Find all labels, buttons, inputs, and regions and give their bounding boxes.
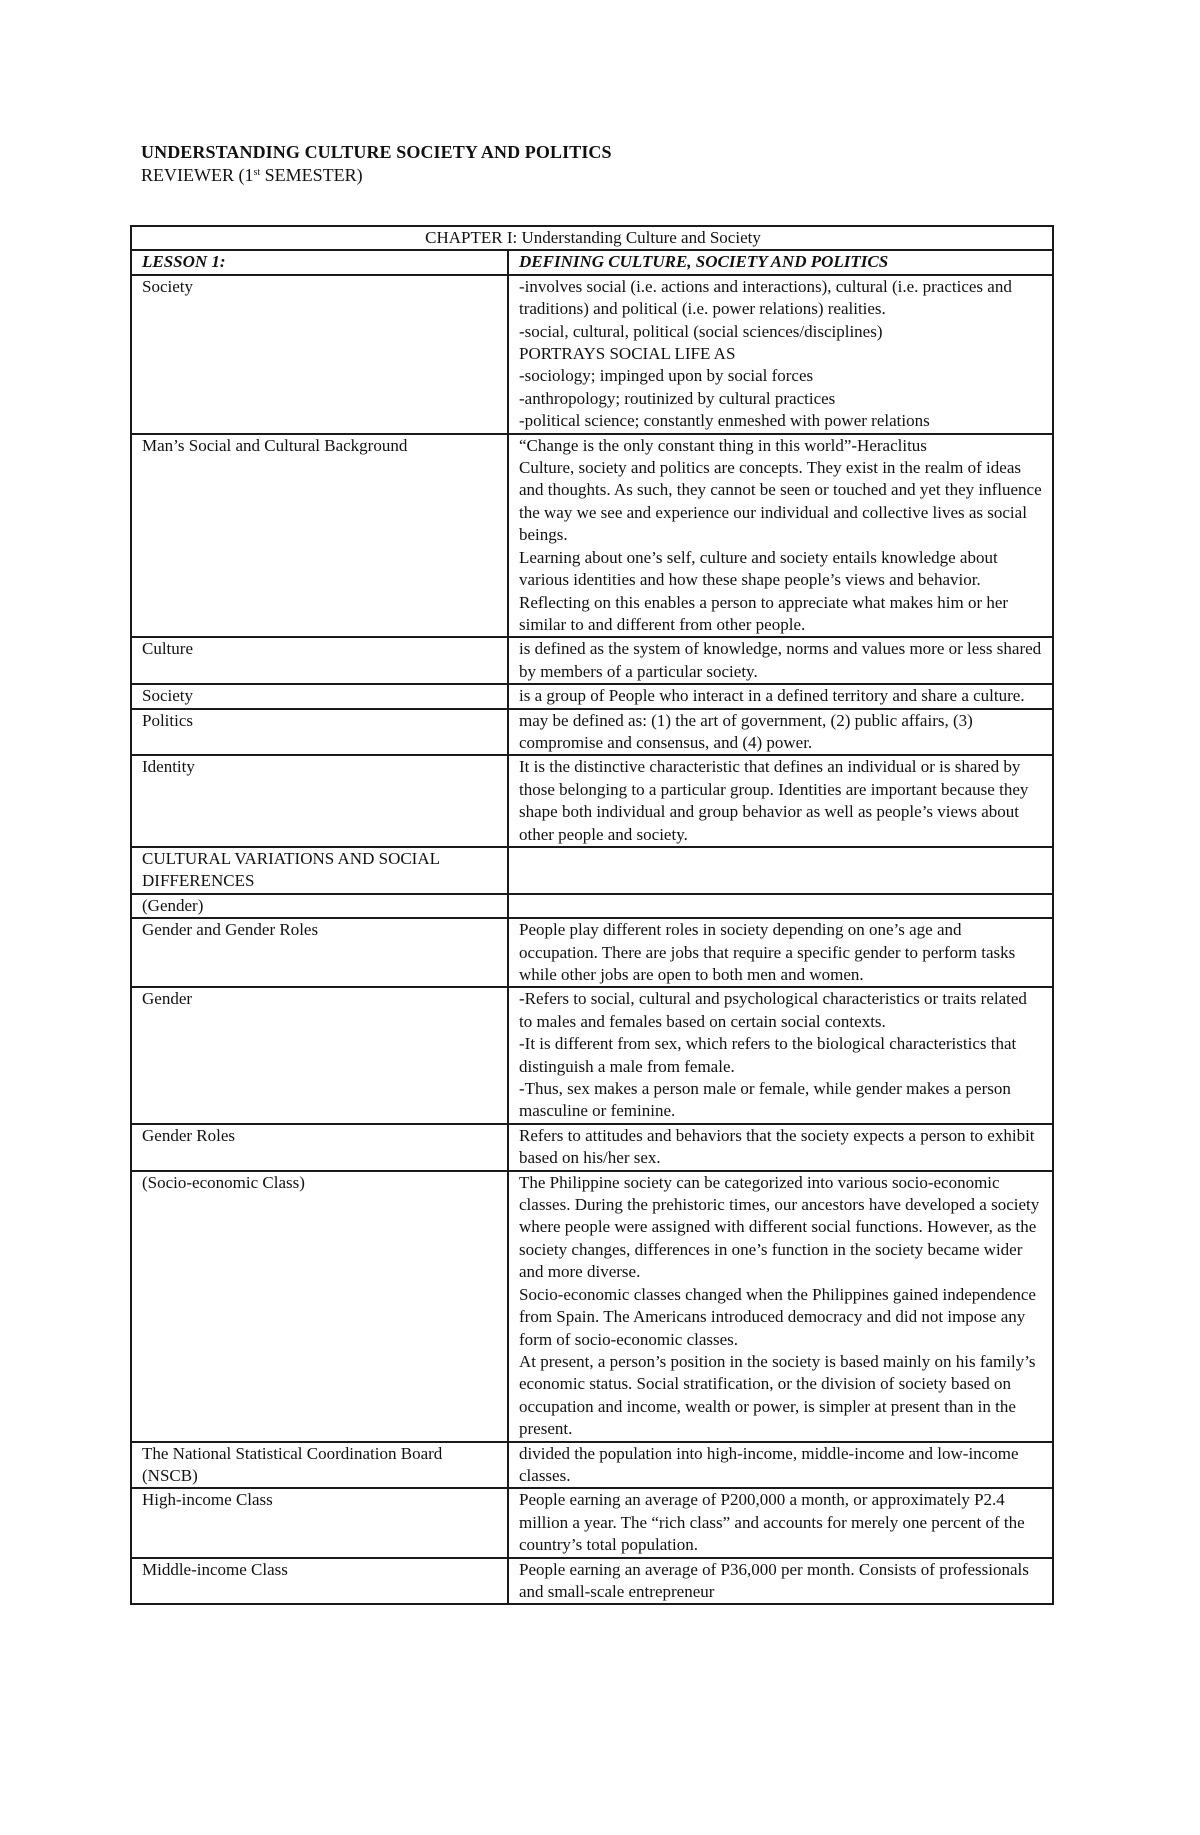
table-row: [131, 987, 1053, 1123]
definition-text: Learning about one’s self, culture and society entails knowledge about various identities and how these shape people’s views and behavior. Reflecting on this enables a person to appreciate what makes him or her similar to and different from other people.: [519, 547, 1009, 634]
lesson-title: DEFINING CULTURE, SOCIETY AND POLITICS: [508, 250, 1053, 274]
definition-cell: [508, 434, 1053, 638]
term-text: Man’s Social and Cultural Background: [142, 435, 408, 455]
definition-cell: [508, 1124, 1053, 1171]
lesson-row: [131, 250, 1053, 274]
chapter-row: [131, 226, 1053, 250]
table-row: [131, 847, 1053, 894]
table-row: [131, 1442, 1053, 1489]
term-cell: [131, 684, 508, 708]
definition-text: -sociology; impinged upon by social forces: [519, 366, 814, 386]
chapter-heading: CHAPTER I: Understanding Culture and Society: [131, 226, 1053, 250]
definition-text: -Refers to social, cultural and psychological characteristics or traits related to males and females based on certain social contexts.: [519, 989, 1027, 1031]
table-row: [131, 709, 1053, 756]
definition-cell: [508, 987, 1053, 1123]
term-text: Gender and Gender Roles: [142, 920, 319, 940]
table-row: [131, 684, 1053, 708]
subtitle-suffix: SEMESTER): [260, 165, 363, 185]
definition-cell: [508, 894, 1053, 918]
document-title: UNDERSTANDING CULTURE SOCIETY AND POLITICS: [141, 142, 612, 162]
table-row: [131, 637, 1053, 684]
table-row: [131, 918, 1053, 987]
term-text: Politics: [142, 710, 194, 730]
term-cell: [131, 894, 508, 918]
definition-text: -anthropology; routinized by cultural practices: [519, 388, 836, 408]
term-cell: [131, 1488, 508, 1557]
definition-text: may be defined as: (1) the art of government, (2) public affairs, (3) compromise and consensus, and (4) power.: [519, 710, 973, 752]
term-text: High-income Class: [142, 1490, 273, 1510]
table-row: [131, 434, 1053, 638]
definition-cell: [508, 1558, 1053, 1605]
definition-cell: [508, 847, 1053, 894]
table-row: [131, 1124, 1053, 1171]
definition-text: People earning an average of P200,000 a month, or approximately P2.4 million a year. The “rich class” and accounts for merely one percent of the country’s total population.: [519, 1490, 1025, 1555]
definition-cell: [508, 1442, 1053, 1489]
definition-text: -involves social (i.e. actions and interactions), cultural (i.e. practices and traditions) and political (i.e. power relations) realities.: [519, 276, 1012, 319]
definition-text: -political science; constantly enmeshed with power relations: [519, 411, 930, 431]
reviewer-table: [130, 225, 1054, 1605]
term-text: (Gender): [142, 895, 204, 915]
term-text: Gender Roles: [142, 1125, 236, 1145]
definition-cell: [508, 918, 1053, 987]
term-text: Gender: [142, 989, 193, 1009]
term-cell: [131, 275, 508, 434]
term-cell: [131, 847, 508, 894]
term-text: The National Statistical Coordination Board (NSCB): [142, 1443, 443, 1485]
definition-text: The Philippine society can be categorized into various socio-economic classes. During the prehistoric times, our ancestors have developed a society where people were assigned with different social functions. However, as the society changes, differences in one’s function in the society became wider and more diverse.: [519, 1172, 1040, 1282]
definition-text: It is the distinctive characteristic that defines an individual or is shared by those belonging to a particular group. Identities are important because they shape both individual and group behavior as well as people’s views about other people and society.: [519, 757, 1029, 844]
table-row: [131, 275, 1053, 434]
term-text: Society: [142, 276, 193, 296]
term-cell: [131, 709, 508, 756]
table-row: [131, 1558, 1053, 1605]
subtitle-prefix: REVIEWER (1: [141, 165, 254, 185]
definition-cell: [508, 755, 1053, 847]
term-cell: [131, 1171, 508, 1442]
term-cell: [131, 755, 508, 847]
subtitle-superscript: st: [253, 167, 261, 178]
definition-text: At present, a person’s position in the society is based mainly on his family’s economic status. Social stratification, or the division of society based on occupation and income, wealth or power, is simpler at present than in the present.: [519, 1351, 1036, 1439]
definition-text: Refers to attitudes and behaviors that the society expects a person to exhibit based on his/her sex.: [519, 1125, 1035, 1168]
definition-text: is a group of People who interact in a defined territory and share a culture.: [519, 686, 1025, 706]
document-subtitle: [141, 165, 363, 186]
definition-cell: [508, 275, 1053, 434]
term-text: Culture: [142, 639, 193, 659]
table-row: [131, 755, 1053, 847]
lesson-label: LESSON 1:: [131, 250, 508, 274]
definition-text: -Thus, sex makes a person male or female, while gender makes a person masculine or feminine.: [519, 1079, 1011, 1121]
term-text: Identity: [142, 757, 195, 777]
term-text: CULTURAL VARIATIONS AND SOCIAL DIFFERENCES: [142, 848, 440, 891]
definition-text: People play different roles in society depending on one’s age and occupation. There are jobs that require a specific gender to perform tasks while other jobs are open to both men and women.: [519, 920, 1016, 984]
definition-cell: [508, 1488, 1053, 1557]
definition-text: PORTRAYS SOCIAL LIFE AS: [519, 344, 736, 364]
table-row: [131, 1171, 1053, 1442]
definition-text: is defined as the system of knowledge, norms and values more or less shared by members of a particular society.: [519, 639, 1042, 681]
definition-text: -It is different from sex, which refers to the biological characteristics that distinguish a male from female.: [519, 1034, 1017, 1076]
term-cell: [131, 918, 508, 987]
table-row: [131, 1488, 1053, 1557]
term-cell: [131, 637, 508, 684]
definition-text: -social, cultural, political (social sciences/disciplines): [519, 321, 883, 341]
table-row: [131, 894, 1053, 918]
term-cell: [131, 1558, 508, 1605]
definition-cell: [508, 1171, 1053, 1442]
term-text: Middle-income Class: [142, 1559, 288, 1579]
definition-cell: [508, 709, 1053, 756]
term-cell: [131, 434, 508, 638]
definition-cell: [508, 684, 1053, 708]
definition-text: Culture, society and politics are concepts. They exist in the realm of ideas and thoughts. As such, they cannot be seen or touched and yet they influence the way we see and experience our individual and collective lives as social beings.: [519, 458, 1042, 545]
term-cell: [131, 1442, 508, 1489]
definition-text: “Change is the only constant thing in this world”-Heraclitus: [519, 435, 927, 455]
definition-text: Socio-economic classes changed when the Philippines gained independence from Spain. The Americans introduced democracy and did not impose any form of socio-economic classes.: [519, 1284, 1036, 1349]
term-cell: [131, 987, 508, 1123]
definition-cell: [508, 637, 1053, 684]
term-cell: [131, 1124, 508, 1171]
definition-text: People earning an average of P36,000 per month. Consists of professionals and small-scale entrepreneur: [519, 1559, 1029, 1601]
term-text: (Socio-economic Class): [142, 1172, 305, 1192]
term-text: Society: [142, 686, 193, 706]
definition-text: divided the population into high-income, middle-income and low-income classes.: [519, 1443, 1019, 1485]
